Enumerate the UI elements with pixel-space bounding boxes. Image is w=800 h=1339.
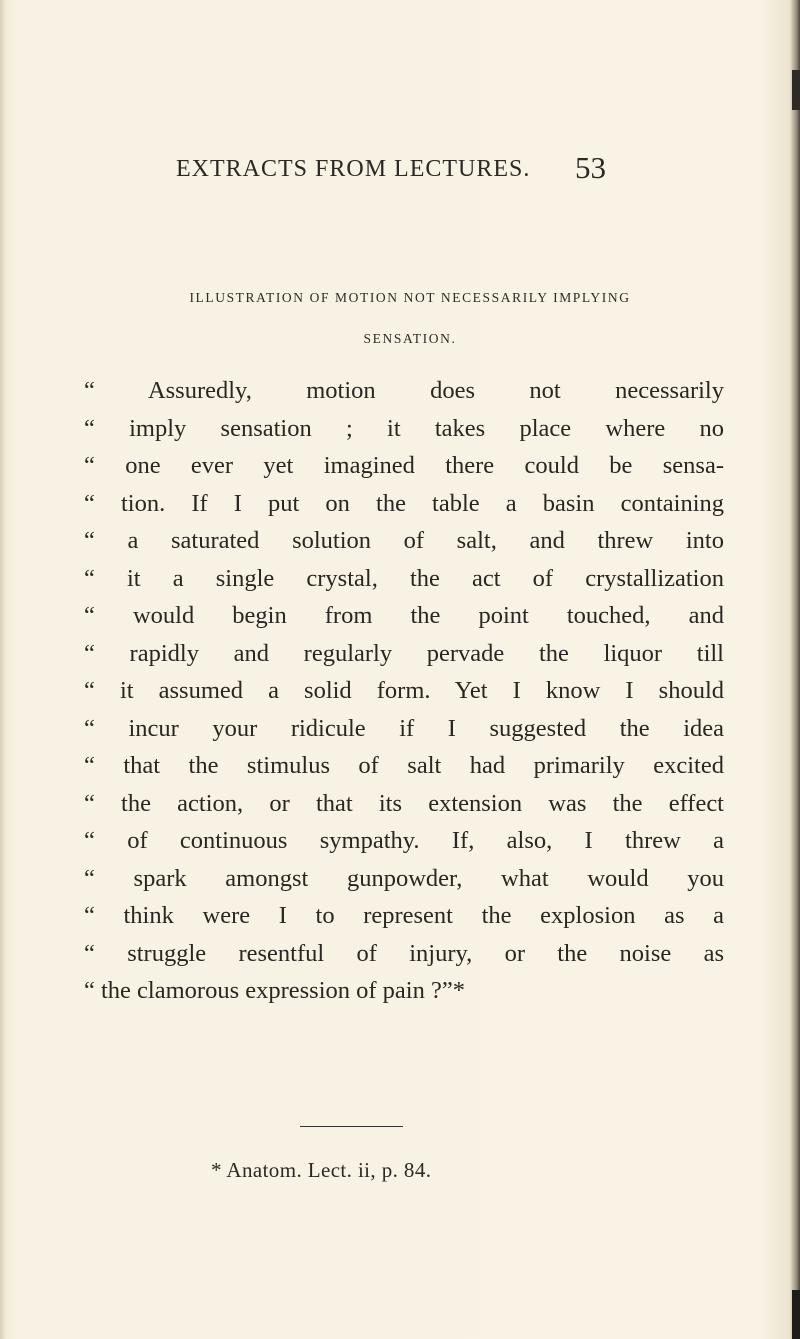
body-line: “ one ever yet imagined there could be sensa- [84, 452, 724, 479]
quotation-body [84, 372, 724, 1010]
body-line: “ think were I to represent the explosion as a [84, 902, 724, 929]
body-line: “ would begin from the point touched, and [84, 602, 724, 629]
running-title: EXTRACTS FROM LECTURES. [176, 156, 531, 182]
body-line: “ that the stimulus of salt had primarily excited [84, 752, 724, 779]
body-line: “ it assumed a solid form. Yet I know I should [84, 677, 724, 704]
body-line: “ Assuredly, motion does not necessarily [84, 377, 724, 404]
body-line: “ a saturated solution of salt, and threw into [84, 527, 724, 554]
page-number: 53 [575, 150, 606, 185]
section-heading-line-2: SENSATION. [363, 331, 457, 346]
page-right-edge [790, 0, 800, 1339]
page-left-edge [0, 0, 6, 1339]
body-line: “ tion. If I put on the table a basin containing [84, 489, 724, 517]
body-line: “ rapidly and regularly pervade the liquor till [84, 639, 724, 667]
footnote: * Anatom. Lect. ii, p. 84. [211, 1158, 432, 1182]
footnote-divider [300, 1126, 403, 1127]
body-line: “ imply sensation ; it takes place where no [84, 414, 724, 442]
body-line: “ the clamorous expression of pain ?”* [84, 977, 465, 1004]
page-edge-mark-top [792, 70, 800, 110]
body-line: “ it a single crystal, the act of crystallization [84, 564, 724, 592]
body-line: “ the action, or that its extension was the effect [84, 789, 724, 817]
body-line: “ incur your ridicule if I suggested the idea [84, 714, 724, 742]
body-line: “ of continuous sympathy. If, also, I threw a [84, 827, 724, 854]
body-line: “ spark amongst gunpowder, what would you [84, 864, 724, 892]
body-line: “ struggle resentful of injury, or the noise as [84, 939, 724, 967]
page-edge-mark-bottom [792, 1290, 800, 1339]
section-heading-line-1: ILLUSTRATION OF MOTION NOT NECESSARILY IMPLYING [189, 290, 631, 305]
running-head [0, 150, 800, 190]
